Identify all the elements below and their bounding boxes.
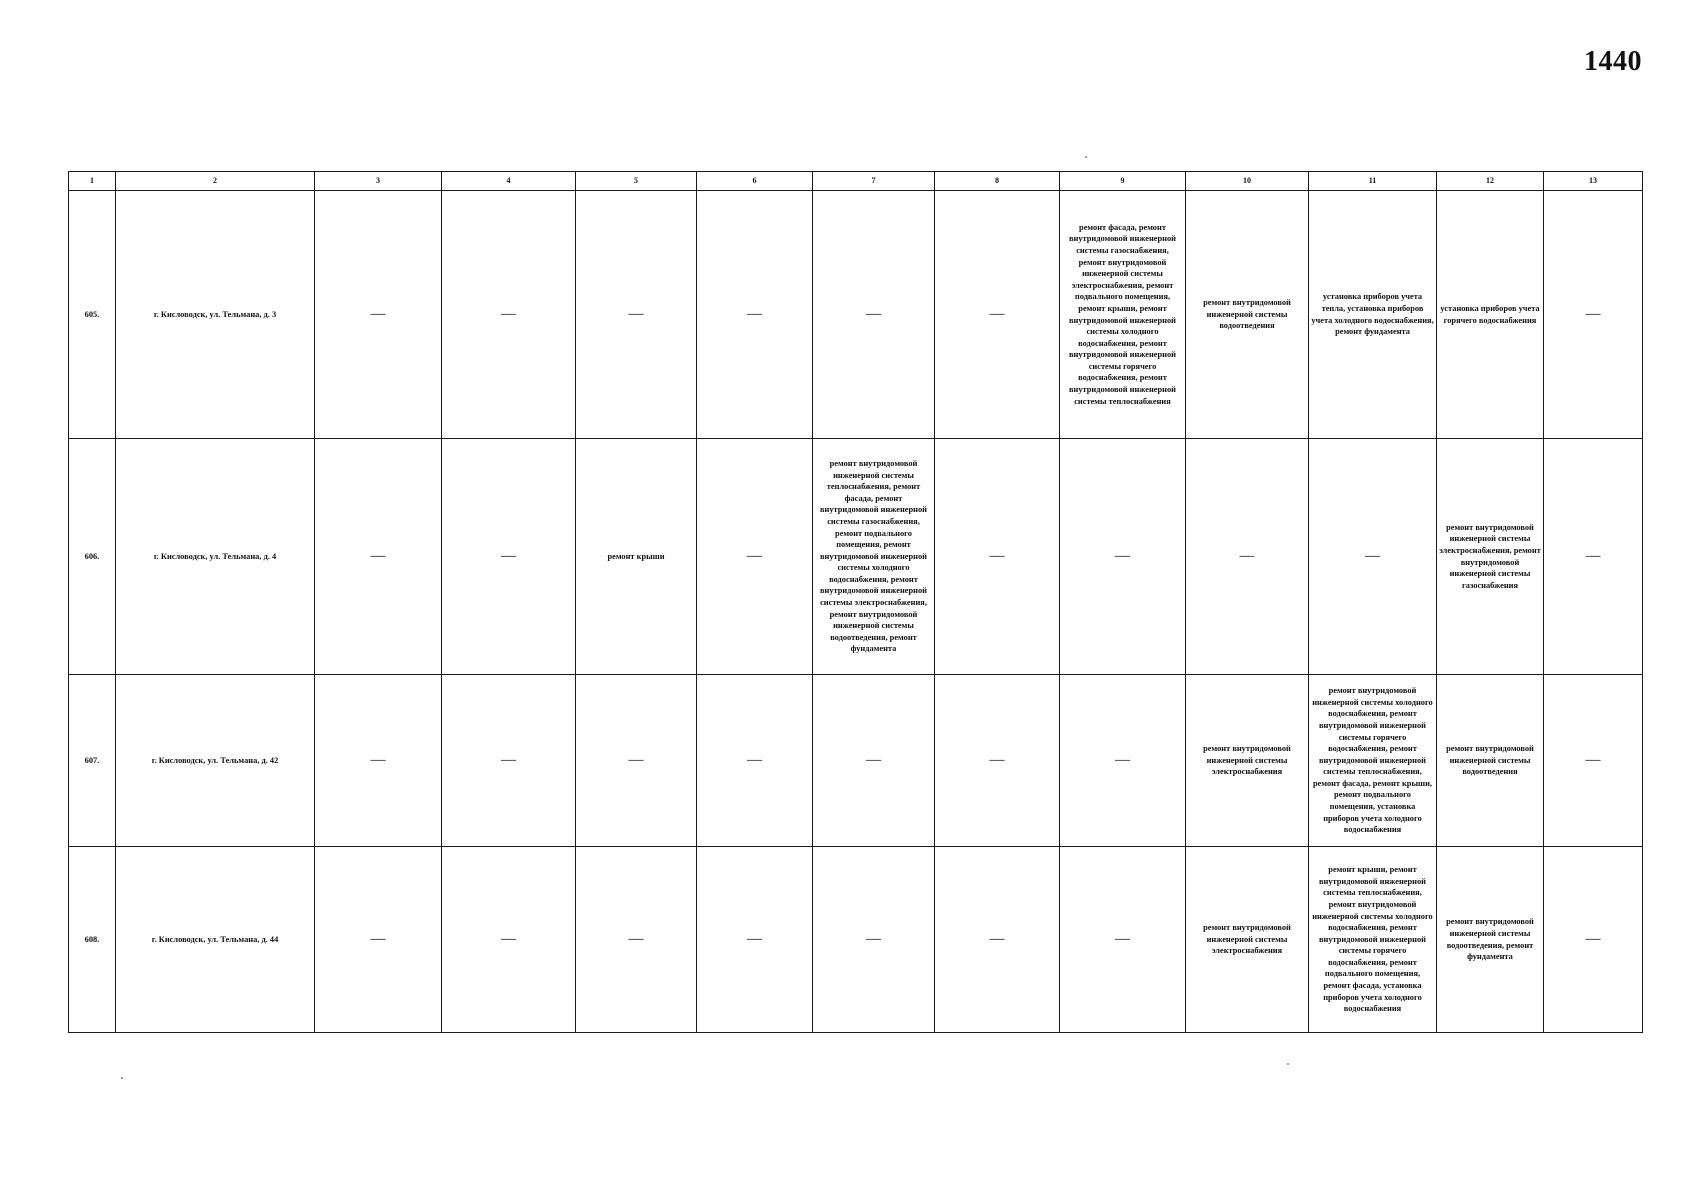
dash-mark: —: [1585, 548, 1601, 565]
empty-cell: [1544, 675, 1643, 847]
address-cell: г. Кисловодск, ул. Тельмана, д. 3: [116, 191, 315, 439]
work-description: ремонт крыши, ремонт внутридомовой инженерной системы теплоснабжения, ремонт внутридомовой инженерной системы холодного водоснабжения, ремонт внутридомовой инженерной системы горячего водоснабжения, ремонт подвального помещения, ремонт фасада, установка приборов учета холодного водоснабжения: [1312, 865, 1433, 1014]
work-description: ремонт внутридомовой инженерной системы водоотведения: [1446, 744, 1534, 777]
empty-cell: [697, 191, 813, 439]
work-description: ремонт внутридомовой инженерной системы холодного водоснабжения, ремонт внутридомовой инженерной системы горячего водоснабжения, ремонт внутридомовой инженерной системы теплоснабжения, ремонт фасада, ремонт крыши, ремонт подвального помещения, установка приборов учета холодного водоснабжения: [1312, 686, 1433, 835]
work-cell: [1437, 675, 1544, 847]
dash-mark: —: [989, 931, 1005, 948]
column-header: 13: [1544, 172, 1643, 191]
work-description: ремонт внутридомовой инженерной системы теплоснабжения, ремонт фасада, ремонт внутридомовой инженерной системы газоснабжения, ремонт подвального помещения, ремонт внутридомовой инженерной системы холодного водоснабжения, ремонт внутридомовой инженерной системы электроснабжения, ремонт внутридомовой инженерной системы водоотведения, ремонт фундамента: [819, 458, 927, 654]
row-number: 605.: [69, 191, 116, 439]
dash-mark: —: [628, 752, 644, 769]
dash-mark: —: [501, 548, 516, 565]
dash-mark: —: [628, 931, 644, 948]
work-cell: [1437, 191, 1544, 439]
empty-cell: [935, 847, 1060, 1033]
work-cell: [1186, 847, 1309, 1033]
dash-mark: —: [1585, 306, 1601, 323]
work-cell: [1437, 439, 1544, 675]
column-header: 2: [116, 172, 315, 191]
row-number: 608.: [69, 847, 116, 1033]
dash-mark: —: [370, 752, 386, 769]
empty-cell: [1544, 439, 1643, 675]
empty-cell: [1060, 439, 1186, 675]
empty-cell: [935, 675, 1060, 847]
dash-mark: —: [1115, 548, 1130, 565]
empty-cell: [315, 191, 442, 439]
dash-mark: —: [866, 306, 881, 323]
work-cell: [1186, 675, 1309, 847]
empty-cell: [576, 675, 697, 847]
empty-cell: [1544, 847, 1643, 1033]
work-description: ремонт внутридомовой инженерной системы водоотведения: [1203, 298, 1291, 331]
empty-cell: [315, 847, 442, 1033]
column-header: 10: [1186, 172, 1309, 191]
empty-cell: [1060, 675, 1186, 847]
work-cell: [1437, 847, 1544, 1033]
work-cell: [1309, 847, 1437, 1033]
address-cell: г. Кисловодск, ул. Тельмана, д. 44: [116, 847, 315, 1033]
dash-mark: —: [370, 548, 386, 565]
dash-mark: —: [628, 306, 644, 323]
empty-cell: [315, 675, 442, 847]
empty-cell: [697, 439, 813, 675]
dash-mark: —: [1585, 931, 1601, 948]
works-table: [68, 171, 1643, 1033]
work-description: ремонт внутридомовой инженерной системы электроснабжения: [1203, 923, 1291, 956]
empty-cell: [1309, 439, 1437, 675]
dash-mark: —: [370, 306, 386, 323]
dash-mark: —: [747, 931, 762, 948]
dash-mark: —: [747, 306, 762, 323]
work-cell: [1186, 191, 1309, 439]
work-description: ремонт внутридомовой инженерной системы электроснабжения, ремонт внутридомовой инженерной системы газоснабжения: [1439, 522, 1541, 590]
work-description: ремонт внутридомовой инженерной системы электроснабжения: [1203, 744, 1291, 777]
empty-cell: [697, 675, 813, 847]
empty-cell: [315, 439, 442, 675]
empty-cell: [442, 191, 576, 439]
empty-cell: [813, 847, 935, 1033]
row-number: 606.: [69, 439, 116, 675]
dash-mark: —: [1115, 752, 1130, 769]
dash-mark: —: [1585, 752, 1601, 769]
empty-cell: [697, 847, 813, 1033]
table-row: [69, 191, 1643, 439]
column-header: 1: [69, 172, 116, 191]
empty-cell: [813, 675, 935, 847]
row-number: 607.: [69, 675, 116, 847]
empty-cell: [1186, 439, 1309, 675]
work-cell: [576, 439, 697, 675]
table-row: [69, 847, 1643, 1033]
empty-cell: [935, 191, 1060, 439]
column-header: 5: [576, 172, 697, 191]
work-description: ремонт внутридомовой инженерной системы водоотведения, ремонт фундамента: [1446, 917, 1534, 962]
column-numbers-row: [69, 172, 1643, 191]
work-cell: [1309, 191, 1437, 439]
empty-cell: [935, 439, 1060, 675]
column-header: 12: [1437, 172, 1544, 191]
empty-cell: [576, 191, 697, 439]
dash-mark: —: [866, 931, 881, 948]
dash-mark: —: [1365, 548, 1380, 565]
dash-mark: —: [501, 931, 516, 948]
empty-cell: [576, 847, 697, 1033]
dash-mark: —: [866, 752, 881, 769]
dash-mark: —: [1115, 931, 1130, 948]
empty-cell: [442, 847, 576, 1033]
work-description: ремонт фасада, ремонт внутридомовой инженерной системы газоснабжения, ремонт внутридомовой инженерной системы электроснабжения, ремонт подвального помещения, ремонт крыши, ремонт внутридомовой инженерной системы холодного водоснабжения, ремонт внутридомовой инженерной системы горячего водоснабжения, ремонт внутридомовой инженерной системы теплоснабжения: [1068, 222, 1176, 406]
dash-mark: —: [989, 548, 1005, 565]
dash-mark: —: [501, 752, 516, 769]
empty-cell: [813, 191, 935, 439]
empty-cell: [1060, 847, 1186, 1033]
dash-mark: —: [747, 548, 762, 565]
column-header: 6: [697, 172, 813, 191]
work-cell: [1309, 675, 1437, 847]
column-header: 11: [1309, 172, 1437, 191]
address-cell: г. Кисловодск, ул. Тельмана, д. 42: [116, 675, 315, 847]
work-cell: [813, 439, 935, 675]
dash-mark: —: [501, 306, 516, 323]
column-header: 3: [315, 172, 442, 191]
address-cell: г. Кисловодск, ул. Тельмана, д. 4: [116, 439, 315, 675]
column-header: 4: [442, 172, 576, 191]
dash-mark: —: [989, 306, 1005, 323]
work-description: установка приборов учета горячего водоснабжения: [1440, 303, 1540, 325]
dash-mark: —: [747, 752, 762, 769]
empty-cell: [1544, 191, 1643, 439]
table-body: [69, 191, 1643, 1033]
page-number: 1440: [1584, 46, 1642, 77]
dash-mark: —: [370, 931, 386, 948]
table-row: [69, 439, 1643, 675]
empty-cell: [442, 439, 576, 675]
column-header: 8: [935, 172, 1060, 191]
column-header: 9: [1060, 172, 1186, 191]
work-cell: [1060, 191, 1186, 439]
column-header: 7: [813, 172, 935, 191]
work-description: ремонт крыши: [607, 551, 665, 561]
work-description: установка приборов учета тепла, установка приборов учета холодного водоснабжения, ремонт фундамента: [1311, 292, 1434, 337]
dash-mark: —: [989, 752, 1005, 769]
dash-mark: —: [1239, 548, 1255, 565]
table-row: [69, 675, 1643, 847]
empty-cell: [442, 675, 576, 847]
